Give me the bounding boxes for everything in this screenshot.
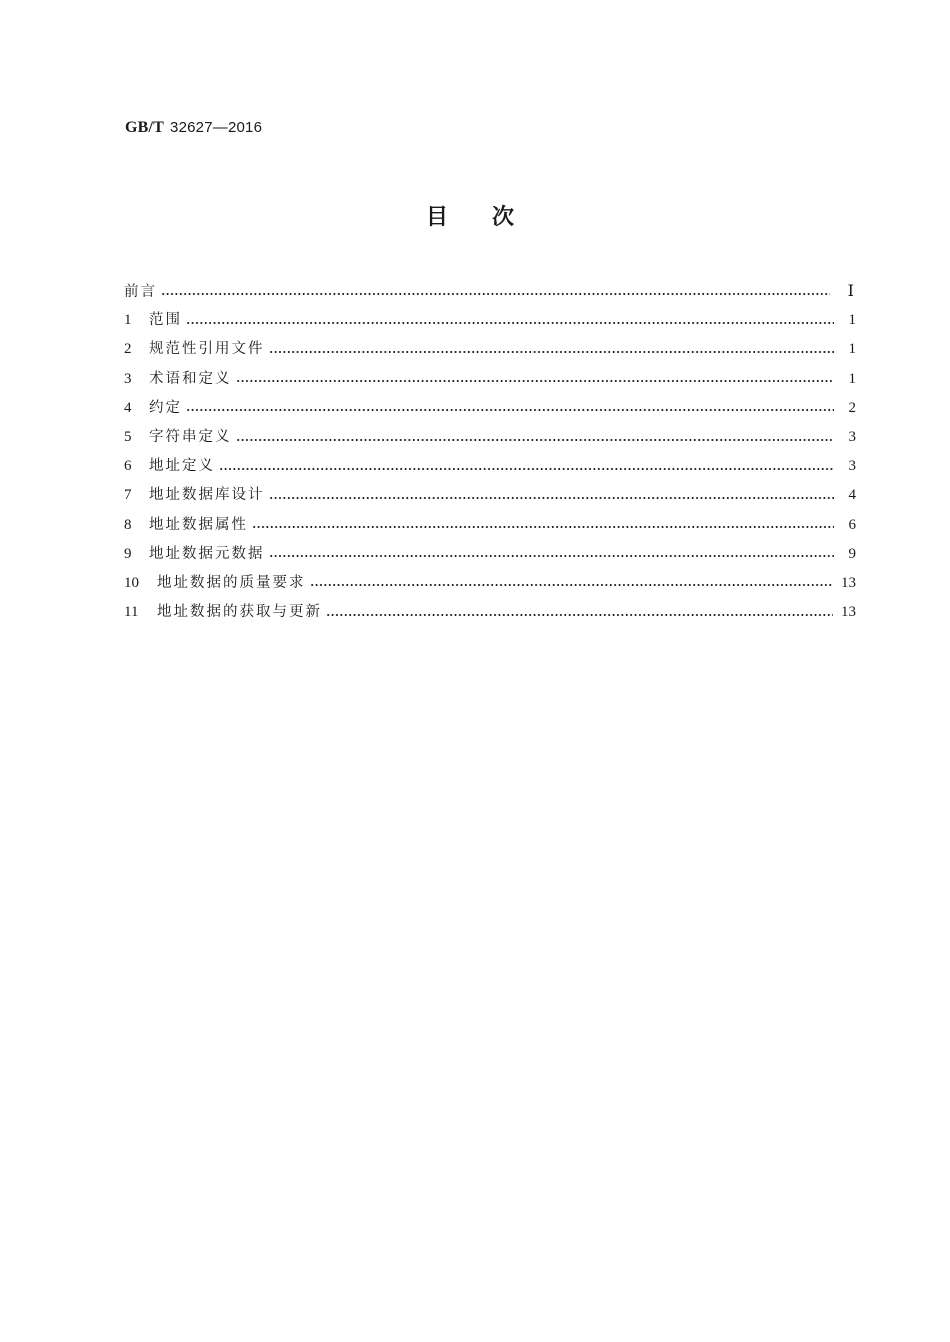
dot-leader [269,555,835,557]
toc-entry-page: 3 [848,458,856,475]
toc-entry-label: 规范性引用文件 [149,341,265,358]
dot-leader [186,322,834,324]
toc-entry-label: 地址定义 [149,458,215,475]
toc-entry-number: 9 [124,545,132,562]
dot-leader [236,439,835,441]
toc-entry-number: 6 [124,458,132,475]
toc-entry-10[interactable] [124,569,856,598]
toc-entry-number: 10 [124,574,139,591]
toc-entry-6[interactable] [124,452,856,481]
toc-entry-page: 3 [848,428,856,445]
dot-leader [161,293,830,295]
toc-entry-number: 3 [124,370,132,387]
toc-entry-1[interactable] [124,306,856,335]
toc-entry-label: 前言 [124,284,157,300]
page-title: 目次 [425,205,558,230]
toc-entry-number: 4 [124,399,132,416]
toc-entry-page: 4 [848,487,856,504]
toc-entry-page: 1 [848,341,856,358]
toc-entry-label: 术语和定义 [149,370,232,387]
toc-entry-page: 13 [841,604,856,621]
toc-entry-number: 11 [124,604,139,621]
dot-leader [186,409,834,411]
toc-entry-label: 地址数据的获取与更新 [157,604,322,621]
toc-entry-9[interactable] [124,540,856,569]
toc-entry-label: 地址数据的质量要求 [157,574,306,591]
dot-leader [236,380,835,382]
dot-leader [310,584,834,586]
toc-entry-number: 5 [124,428,132,445]
toc-entry-11[interactable] [124,598,856,627]
dot-leader [252,526,834,528]
toc-entry-label: 地址数据库设计 [149,487,265,504]
toc-entry-7[interactable] [124,481,856,510]
toc-entry-number: 8 [124,516,132,533]
standard-code [125,118,262,137]
standard-prefix: GB/T [125,119,165,136]
toc-entry-page: 1 [848,312,856,329]
toc-entry-label: 约定 [149,399,182,416]
toc-entry-label: 范围 [149,312,182,329]
toc-entry-page: 1 [848,370,856,387]
toc-entry-label: 字符串定义 [149,428,232,445]
toc-entry-8[interactable] [124,511,856,540]
toc-entry-number: 1 [124,312,132,329]
table-of-contents [124,277,856,627]
dot-leader [219,468,834,470]
toc-entry-foreword[interactable] [124,277,856,306]
toc-entry-3[interactable] [124,365,856,394]
toc-entry-page: 13 [841,574,856,591]
toc-entry-page: 6 [848,516,856,533]
toc-entry-page: 9 [848,545,856,562]
toc-entry-label: 地址数据属性 [149,516,248,533]
standard-number: 32627—2016 [170,119,263,136]
toc-entry-label: 地址数据元数据 [149,545,265,562]
dot-leader [269,351,835,353]
dot-leader [269,497,835,499]
toc-entry-number: 2 [124,341,132,358]
dot-leader [326,614,833,616]
toc-entry-page: 2 [848,399,856,416]
toc-entry-2[interactable] [124,335,856,364]
toc-entry-page: Ⅰ [847,283,854,300]
toc-entry-number: 7 [124,487,132,504]
toc-entry-5[interactable] [124,423,856,452]
toc-entry-4[interactable] [124,394,856,423]
